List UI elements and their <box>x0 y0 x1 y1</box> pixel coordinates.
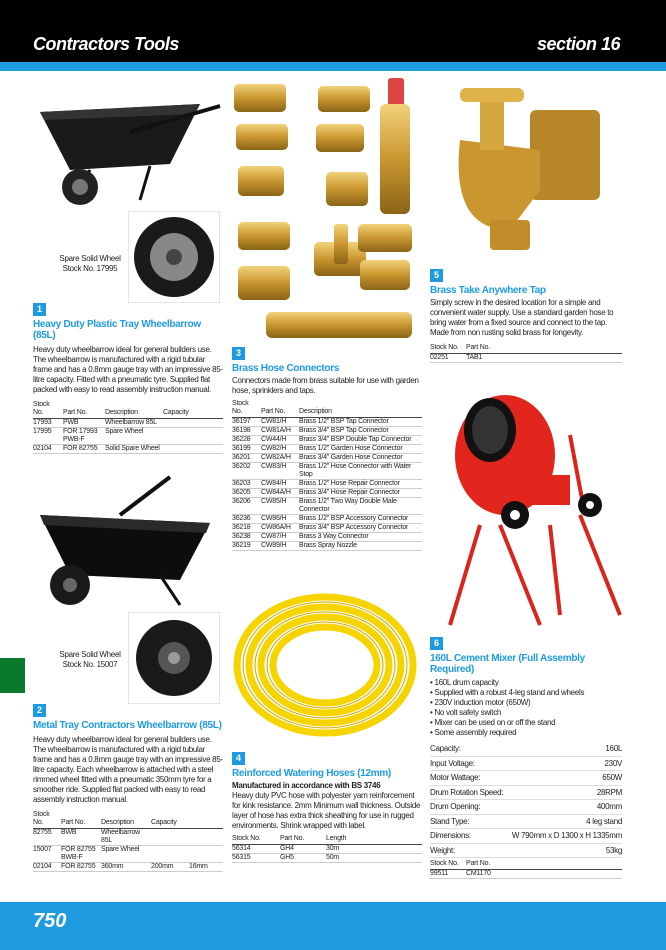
description: Spare Wheel <box>105 428 163 445</box>
feature-item: • 230V induction motor (650W) <box>430 698 622 708</box>
table-row <box>232 845 422 854</box>
table-row <box>232 454 422 463</box>
description: Brass 1/2" Garden Hose Connector <box>299 445 422 454</box>
stock-no: 82755 <box>33 829 61 846</box>
brass-connectors-image <box>230 74 422 342</box>
spec-table <box>430 742 622 858</box>
table-row <box>232 498 422 515</box>
description: Wheelbarrow 85L <box>101 829 151 846</box>
spare-wheel-image <box>128 211 220 303</box>
table-row <box>232 436 422 445</box>
product-title: Brass Take Anywhere Tap <box>430 285 546 296</box>
part-no: TAB1 <box>466 354 622 363</box>
table-row <box>232 489 422 498</box>
capacity <box>163 428 223 445</box>
stock-no: 02251 <box>430 354 466 363</box>
description: Brass 1/2" BSP Accessory Connector <box>299 515 422 524</box>
table-row <box>232 480 422 489</box>
table-row <box>33 863 223 872</box>
description: Wheelbarrow 85L <box>105 419 163 428</box>
description: Solid Spare Wheel <box>105 445 163 454</box>
spec-row <box>430 771 622 786</box>
stock-no: 56315 <box>232 854 280 863</box>
description: Spare Wheel <box>101 846 151 863</box>
description: Brass 1/2" Two Way Double Male Connector <box>299 498 422 515</box>
description: Brass Spray Nozzle <box>299 542 422 551</box>
product-title: Reinforced Watering Hoses (12mm) <box>232 768 391 779</box>
table-row <box>232 515 422 524</box>
spec-label: Capacity: <box>430 744 461 753</box>
table-row <box>232 427 422 436</box>
description: Brass 1/2" Hose Repair Connector <box>299 480 422 489</box>
page-footer <box>0 902 666 950</box>
table-row <box>33 428 223 445</box>
table-header: Part No. <box>280 835 326 845</box>
description: 360mm <box>101 863 151 872</box>
part-no: CW81/H <box>261 418 299 427</box>
capacity <box>163 445 223 454</box>
spare-wheel-label: Spare Solid Wheel <box>59 650 121 659</box>
product-table <box>430 860 622 879</box>
product-number-badge: 2 <box>33 704 46 717</box>
size <box>189 846 223 863</box>
table-row <box>430 870 622 879</box>
table-row <box>232 542 422 551</box>
stock-no: 36203 <box>232 480 261 489</box>
stock-no: 36197 <box>232 418 261 427</box>
table-header: Stock No. <box>33 401 63 419</box>
page-number: 750 <box>33 910 67 932</box>
table-header: Description <box>105 401 163 419</box>
part-no: CW84/H <box>261 480 299 489</box>
description: Brass 1/2" BSP Tap Connector <box>299 418 422 427</box>
part-no: CW87/H <box>261 533 299 542</box>
part-no: CW86/H <box>261 515 299 524</box>
spec-row <box>430 742 622 757</box>
capacity: 200mm <box>151 863 189 872</box>
spec-label: Input Voltage: <box>430 758 475 768</box>
table-header: Part No. <box>261 400 299 418</box>
table-header: Stock No. <box>232 400 261 418</box>
spec-value: 230V <box>604 758 622 768</box>
stock-no: 02104 <box>33 863 61 872</box>
part-no: PWB <box>63 419 105 428</box>
product-5 <box>430 265 622 363</box>
table-header: Part No. <box>61 811 101 829</box>
part-no: CW83/H <box>261 463 299 480</box>
capacity <box>151 829 189 846</box>
table-header: Stock No. <box>232 835 280 845</box>
part-no: CW82A/H <box>261 454 299 463</box>
spec-row <box>430 844 622 859</box>
feature-item: • 160L drum capacity <box>430 678 622 688</box>
part-no: FOR 82755 <box>63 445 105 454</box>
length: 30m <box>326 845 422 854</box>
table-header: Capacity <box>163 401 223 419</box>
table-row <box>33 829 223 846</box>
product-description: Connectors made from brass suitable for use with garden hose, sprinklers and taps. <box>232 376 419 395</box>
part-no: CW44/H <box>261 436 299 445</box>
product-title: Brass Hose Connectors <box>232 363 340 374</box>
spec-label: Motor Wattage: <box>430 773 481 782</box>
product-table <box>232 400 422 551</box>
product-title: 160L Cement Mixer (Full Assembly Required) <box>430 653 585 675</box>
spare-wheel-stock: Stock No. 17995 <box>62 264 118 273</box>
product-6 <box>430 633 622 879</box>
table-row <box>33 846 223 863</box>
spec-value: 400mm <box>596 802 622 811</box>
stock-no: 36219 <box>232 542 261 551</box>
description: Brass 1/2" Hose Connector with Water Stop <box>299 463 422 480</box>
capacity <box>163 419 223 428</box>
spare-wheel-caption <box>50 254 130 274</box>
spec-row <box>430 829 622 844</box>
product-number-badge: 4 <box>232 752 245 765</box>
part-no: CW81A/H <box>261 427 299 436</box>
product-description: Heavy duty wheelbarrow ideal for general builders use. The wheelbarrow is manufactured with a rigid tubular frame and has a 0.8mm gauge tray with an impressive 85-litre capacity. Fitted with a pneumatic tyre. Supplied flat packed with easy to read assembly instruction manual. <box>33 345 223 394</box>
product-description: Simply screw in the desired location for a simple and convenient water supply. Use a standard garden hose to bring water from a fixed source and connect to the tap. Made from non rusting solid brass for longevity. <box>430 298 614 337</box>
stock-no: 17993 <box>33 419 63 428</box>
plastic-wheelbarrow-image <box>30 92 225 207</box>
page-header <box>0 0 666 62</box>
feature-item: • Mixer can be used on or off the stand <box>430 718 622 728</box>
stock-no: 36202 <box>232 463 261 480</box>
metal-wheelbarrow-image <box>30 475 225 610</box>
table-row <box>232 533 422 542</box>
size <box>189 829 223 846</box>
spare-wheel-image <box>128 612 220 704</box>
stock-no: 36198 <box>232 427 261 436</box>
spare-wheel-caption <box>50 650 130 670</box>
stock-no: 99511 <box>430 870 466 879</box>
table-row <box>430 354 622 363</box>
product-title: Metal Tray Contractors Wheelbarrow (85L) <box>33 720 222 731</box>
stock-no: 36238 <box>232 533 261 542</box>
product-description: Heavy duty PVC hose with polyester yarn reinforcement for kink resistance. 2mm Minimum wall thickness. Outside layer of hose has extra thick sheathing for use in rugged environments. Shrink wrapped with label. <box>232 791 421 830</box>
table-header: Length <box>326 835 422 845</box>
product-2 <box>33 700 223 872</box>
product-title: Heavy Duty Plastic Tray Wheelbarrow (85L) <box>33 319 201 341</box>
spec-value: 650W <box>602 773 622 782</box>
garden-hose-image <box>230 590 420 745</box>
description: Brass 3/4" Hose Repair Connector <box>299 489 422 498</box>
spec-row <box>430 757 622 772</box>
part-no: GH4 <box>280 845 326 854</box>
table-row <box>232 854 422 863</box>
page-title: Contractors Tools <box>33 34 179 54</box>
spec-row <box>430 800 622 815</box>
spec-row <box>430 815 622 830</box>
stock-no: 36218 <box>232 524 261 533</box>
table-row <box>33 445 223 454</box>
spare-wheel-stock: Stock No. 15007 <box>62 660 118 669</box>
table-row <box>33 419 223 428</box>
part-no: GH5 <box>280 854 326 863</box>
header-stripe <box>0 62 666 71</box>
table-header: Description <box>299 400 422 418</box>
part-no: CW82/H <box>261 445 299 454</box>
part-no: CW89/H <box>261 542 299 551</box>
spec-label: Weight: <box>430 845 455 855</box>
spec-label: Stand Type: <box>430 816 470 826</box>
stock-no: 36228 <box>232 436 261 445</box>
product-1 <box>33 299 223 454</box>
part-no: CW86A/H <box>261 524 299 533</box>
description: Brass 3 Way Connector <box>299 533 422 542</box>
part-no: CW84A/H <box>261 489 299 498</box>
product-number-badge: 1 <box>33 303 46 316</box>
product-description: Heavy duty wheelbarrow ideal for general builders use. The wheelbarrow is manufactured with a rigid tubular frame and has a 0.8mm gauge tray with an impressive 85-litre capacity. Each wheelbarrow is attached with a steel rimmed wheel fitted with a pneumatic 350mm tyre for a smoother ride. Supplied flat packed with easy to read assembly instruction manual. <box>33 735 223 804</box>
description: Brass 3/4" Garden Hose Connector <box>299 454 422 463</box>
cement-mixer-image <box>430 375 625 630</box>
table-header: Stock No. <box>430 860 466 870</box>
table-header: Stock No. <box>430 344 466 354</box>
table-header <box>189 811 223 829</box>
table-row <box>232 463 422 480</box>
spec-value: 4 leg stand <box>586 816 622 826</box>
spec-label: Drum Rotation Speed: <box>430 787 504 797</box>
feature-list <box>430 678 622 738</box>
stock-no: 02104 <box>33 445 63 454</box>
table-header: Part No. <box>466 344 622 354</box>
spare-wheel-label: Spare Solid Wheel <box>59 254 121 263</box>
product-4 <box>232 748 422 863</box>
stock-no: 36206 <box>232 498 261 515</box>
section-label: section 16 <box>536 34 620 54</box>
product-subtitle: Manufactured in accordance with BS 3746 <box>232 781 381 790</box>
table-header: Part No. <box>63 401 105 419</box>
part-no: CM1170 <box>466 870 622 879</box>
product-table <box>430 344 622 363</box>
stock-no: 56314 <box>232 845 280 854</box>
capacity <box>151 846 189 863</box>
feature-item: • Supplied with a robust 4-leg stand and wheels <box>430 688 622 698</box>
brass-tap-image <box>430 80 625 260</box>
spec-row <box>430 786 622 801</box>
spec-value: W 790mm x D 1300 x H 1335mm <box>511 831 622 840</box>
part-no: FOR 82755 BWB-F <box>61 846 101 863</box>
product-number-badge: 3 <box>232 347 245 360</box>
length: 50m <box>326 854 422 863</box>
product-number-badge: 5 <box>430 269 443 282</box>
table-header: Stock No. <box>33 811 61 829</box>
product-table <box>232 835 422 863</box>
spec-value: 28RPM <box>596 787 622 797</box>
part-no: FOR 82755 <box>61 863 101 872</box>
size: 16mm <box>189 863 223 872</box>
part-no: FOR 17993 PWB-F <box>63 428 105 445</box>
stock-no: 36201 <box>232 454 261 463</box>
spec-label: Drum Opening: <box>430 802 481 811</box>
table-header: Capacity <box>151 811 189 829</box>
stock-no: 17995 <box>33 428 63 445</box>
table-row <box>232 418 422 427</box>
part-no: BWB <box>61 829 101 846</box>
feature-item: • Some assembly required <box>430 728 622 738</box>
description: Brass 3/4" BSP Accessory Connector <box>299 524 422 533</box>
stock-no: 15007 <box>33 846 61 863</box>
feature-item: • No volt safety switch <box>430 708 622 718</box>
table-row <box>232 524 422 533</box>
product-table <box>33 401 223 454</box>
section-tab <box>0 658 25 693</box>
table-row <box>232 445 422 454</box>
description: Brass 3/4" BSP Double Tap Connector <box>299 436 422 445</box>
spec-label: Dimensions: <box>430 831 471 840</box>
product-table <box>33 811 223 872</box>
table-header: Part No. <box>466 860 622 870</box>
stock-no: 36205 <box>232 489 261 498</box>
product-3 <box>232 343 422 551</box>
product-number-badge: 6 <box>430 637 443 650</box>
description: Brass 3/4" BSP Tap Connector <box>299 427 422 436</box>
stock-no: 36199 <box>232 445 261 454</box>
table-header: Description <box>101 811 151 829</box>
spec-value: 53kg <box>605 845 622 855</box>
stock-no: 36236 <box>232 515 261 524</box>
part-no: CW85/H <box>261 498 299 515</box>
spec-value: 160L <box>605 744 622 753</box>
